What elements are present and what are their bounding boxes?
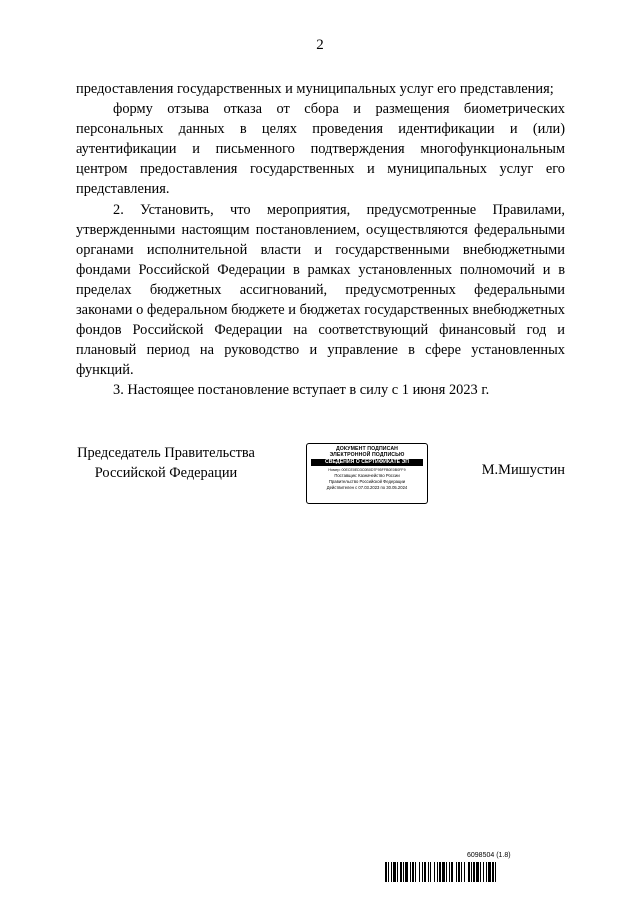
document-body xyxy=(76,79,565,401)
barcode-bar xyxy=(480,862,481,882)
barcode-bar xyxy=(446,862,447,882)
signature-block xyxy=(0,443,640,513)
barcode-bar xyxy=(385,862,387,882)
barcode-bar xyxy=(428,862,429,882)
stamp-serial: Номер: 00ECE0ED3C0B0D7F95FFB0E0B0FF9 xyxy=(328,468,406,472)
paragraph-continuation: предоставления государственных и муниципальных услуг его представления; xyxy=(76,81,554,97)
paragraph-item-2: 2. Установить, что мероприятия, предусмотренные Правилами, утвержденными настоящим постановлением, осуществляются федеральными органами исполнительной власти и государственными внебюджетными фондами Российской Федерации в рамках установленных полномочий и в пределах бюджетных ассигнований, предусмотренных федеральными законами о федеральном бюджете и бюджетах государственных внебюджетных фондов Российской Федерации на соответствующий финансовый год и плановый период на руководство и управление в сфере установленных функций. xyxy=(76,201,565,379)
barcode-bar xyxy=(464,862,465,882)
barcode-bar xyxy=(410,862,411,882)
signatory-title-line-2: Российской Федерации xyxy=(94,465,238,481)
barcode-bar xyxy=(419,862,420,882)
barcode-bar xyxy=(424,862,426,882)
signatory-title-line-1: Председатель Правительства xyxy=(77,445,255,461)
barcode-bar xyxy=(473,862,475,882)
barcode-bar xyxy=(415,862,416,882)
barcode-bar xyxy=(486,862,487,882)
barcode-bar xyxy=(461,862,462,882)
page-number: 2 xyxy=(316,37,324,53)
stamp-heading-line-2: ЭЛЕКТРОННОЙ ПОДПИСЬЮ xyxy=(329,452,405,458)
paragraph-item-3: 3. Настоящее постановление вступает в силу с 1 июня 2023 г. xyxy=(113,382,490,399)
barcode-bar xyxy=(391,862,392,882)
barcode-bar xyxy=(456,862,457,882)
stamp-issuer-line-2: Правительство Российской Федерации xyxy=(328,479,406,484)
barcode-bar xyxy=(495,862,496,882)
barcode-bar xyxy=(437,862,438,882)
barcode-bar xyxy=(476,862,479,882)
barcode-bar xyxy=(449,862,450,882)
stamp-heading-line-1: ДОКУМЕНТ ПОДПИСАН xyxy=(335,446,399,452)
barcode-bar xyxy=(483,862,484,882)
signatory-title xyxy=(76,443,256,483)
barcode-bar xyxy=(434,862,435,882)
barcode-bar xyxy=(442,862,445,882)
barcode-bar xyxy=(405,862,408,882)
paragraph-revocation-form: форму отзыва отказа от сбора и размещения биометрических персональных данных в целях проведения идентификации и (или) аутентификации и письменного подтверждения многофункциональным центром предоставления государственных и муниципальных услуг его представления. xyxy=(76,101,565,198)
signatory-name: М.Мишустин xyxy=(481,462,565,478)
stamp-validity: Действителен с 07.03.2023 по 30.05.2024 xyxy=(326,485,408,490)
barcode-bar xyxy=(471,862,472,882)
barcode-bar xyxy=(430,862,431,882)
electronic-signature-stamp xyxy=(306,443,428,504)
barcode-bar xyxy=(468,862,470,882)
barcode-bar xyxy=(388,862,389,882)
barcode-bar xyxy=(400,862,402,882)
barcode-label: 6098504 (1.8) xyxy=(467,852,511,859)
barcode-bar xyxy=(397,862,398,882)
stamp-issuer-line-1: Поставщик: Казначейство России xyxy=(334,473,400,478)
barcode-bar xyxy=(403,862,404,882)
barcode-bar xyxy=(393,862,396,882)
barcode-bar xyxy=(458,862,460,882)
barcode-bar xyxy=(488,862,491,882)
barcode-bar xyxy=(439,862,441,882)
barcode-bar xyxy=(412,862,414,882)
barcode-bar xyxy=(422,862,423,882)
stamp-certificate-band: СВЕДЕНИЯ О СЕРТИФИКАТЕ ЭП xyxy=(311,459,423,466)
barcode xyxy=(385,862,565,882)
barcode-bar xyxy=(492,862,494,882)
barcode-bar xyxy=(451,862,453,882)
